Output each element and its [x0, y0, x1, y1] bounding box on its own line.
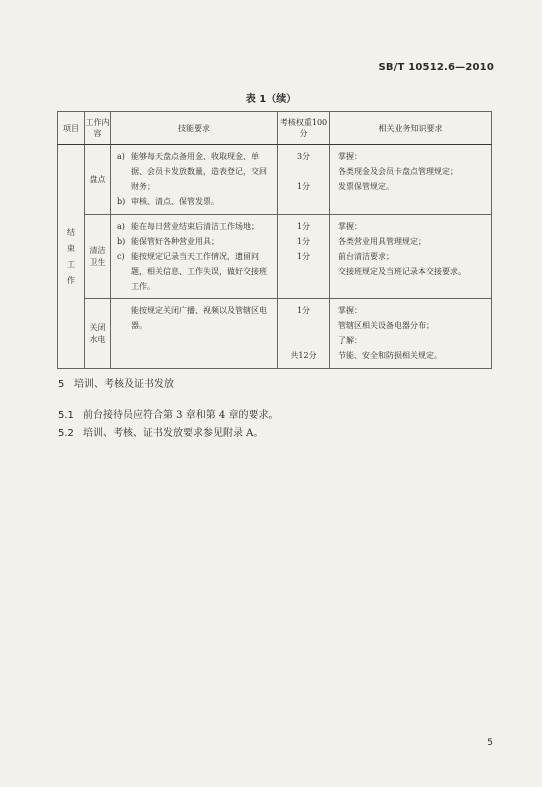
header-item: 项目 — [58, 112, 85, 145]
skill-list: 能按规定关闭广播、视频以及管辖区电器。 — [111, 299, 278, 369]
work-content: 关闭水电 — [85, 299, 111, 369]
knowledge-list: 掌握： 各类营业用具管理规定； 前台清洁要求； 交接班规定及当班记录本交接要求。 — [330, 215, 492, 299]
score-list: 1分 1分 1分 — [278, 215, 330, 299]
table-header-row — [58, 112, 492, 145]
page-number: 5 — [487, 738, 493, 748]
header-skill-requirements: 技能要求 — [111, 112, 278, 145]
item-label: 结束工作 — [58, 145, 85, 369]
section-number: 5 — [58, 379, 65, 390]
work-content: 盘点 — [85, 145, 111, 215]
clause-5-1: 5.1 前台接待员应符合第 3 章和第 4 章的要求。 — [58, 410, 279, 421]
table-caption: 表 1（续） — [245, 94, 297, 105]
knowledge-list: 掌握： 管辖区相关设备电器分布； 了解： 节能、安全和防损相关规定。 — [330, 299, 492, 369]
work-content: 清洁卫生 — [85, 215, 111, 299]
section-heading — [58, 375, 174, 390]
skills-table — [57, 111, 492, 369]
standard-number: SB/T 10512.6—2010 — [378, 62, 494, 73]
score-list: 1分 共12分 — [278, 299, 330, 369]
skill-list: a) 能够每天盘点备用金、收取现金、单据、会员卡发放数量，造表登记，交回财务； b) 审核、清点、保管发票。 — [111, 145, 278, 215]
section-title: 培训、考核及证书发放 — [74, 379, 174, 390]
clause-5-2: 5.2 培训、考核、证书发放要求参见附录 A。 — [58, 428, 264, 439]
score-list: 3分 1分 — [278, 145, 330, 215]
header-knowledge: 相关业务知识要求 — [330, 112, 492, 145]
table-row — [58, 145, 492, 215]
header-weight: 考核权重100分 — [278, 112, 330, 145]
table-row — [58, 215, 492, 299]
header-work-content: 工作内容 — [85, 112, 111, 145]
skill-list: a) 能在每日营业结束后清洁工作场地； b) 能保管好各种营业用具； c) 能按规定记录当天工作情况，遗留问题，相关信息、工作失误，做好交接班工作。 — [111, 215, 278, 299]
table-row — [58, 299, 492, 369]
knowledge-list: 掌握： 各类现金及会员卡盘点管理规定； 发票保管规定。 — [330, 145, 492, 215]
